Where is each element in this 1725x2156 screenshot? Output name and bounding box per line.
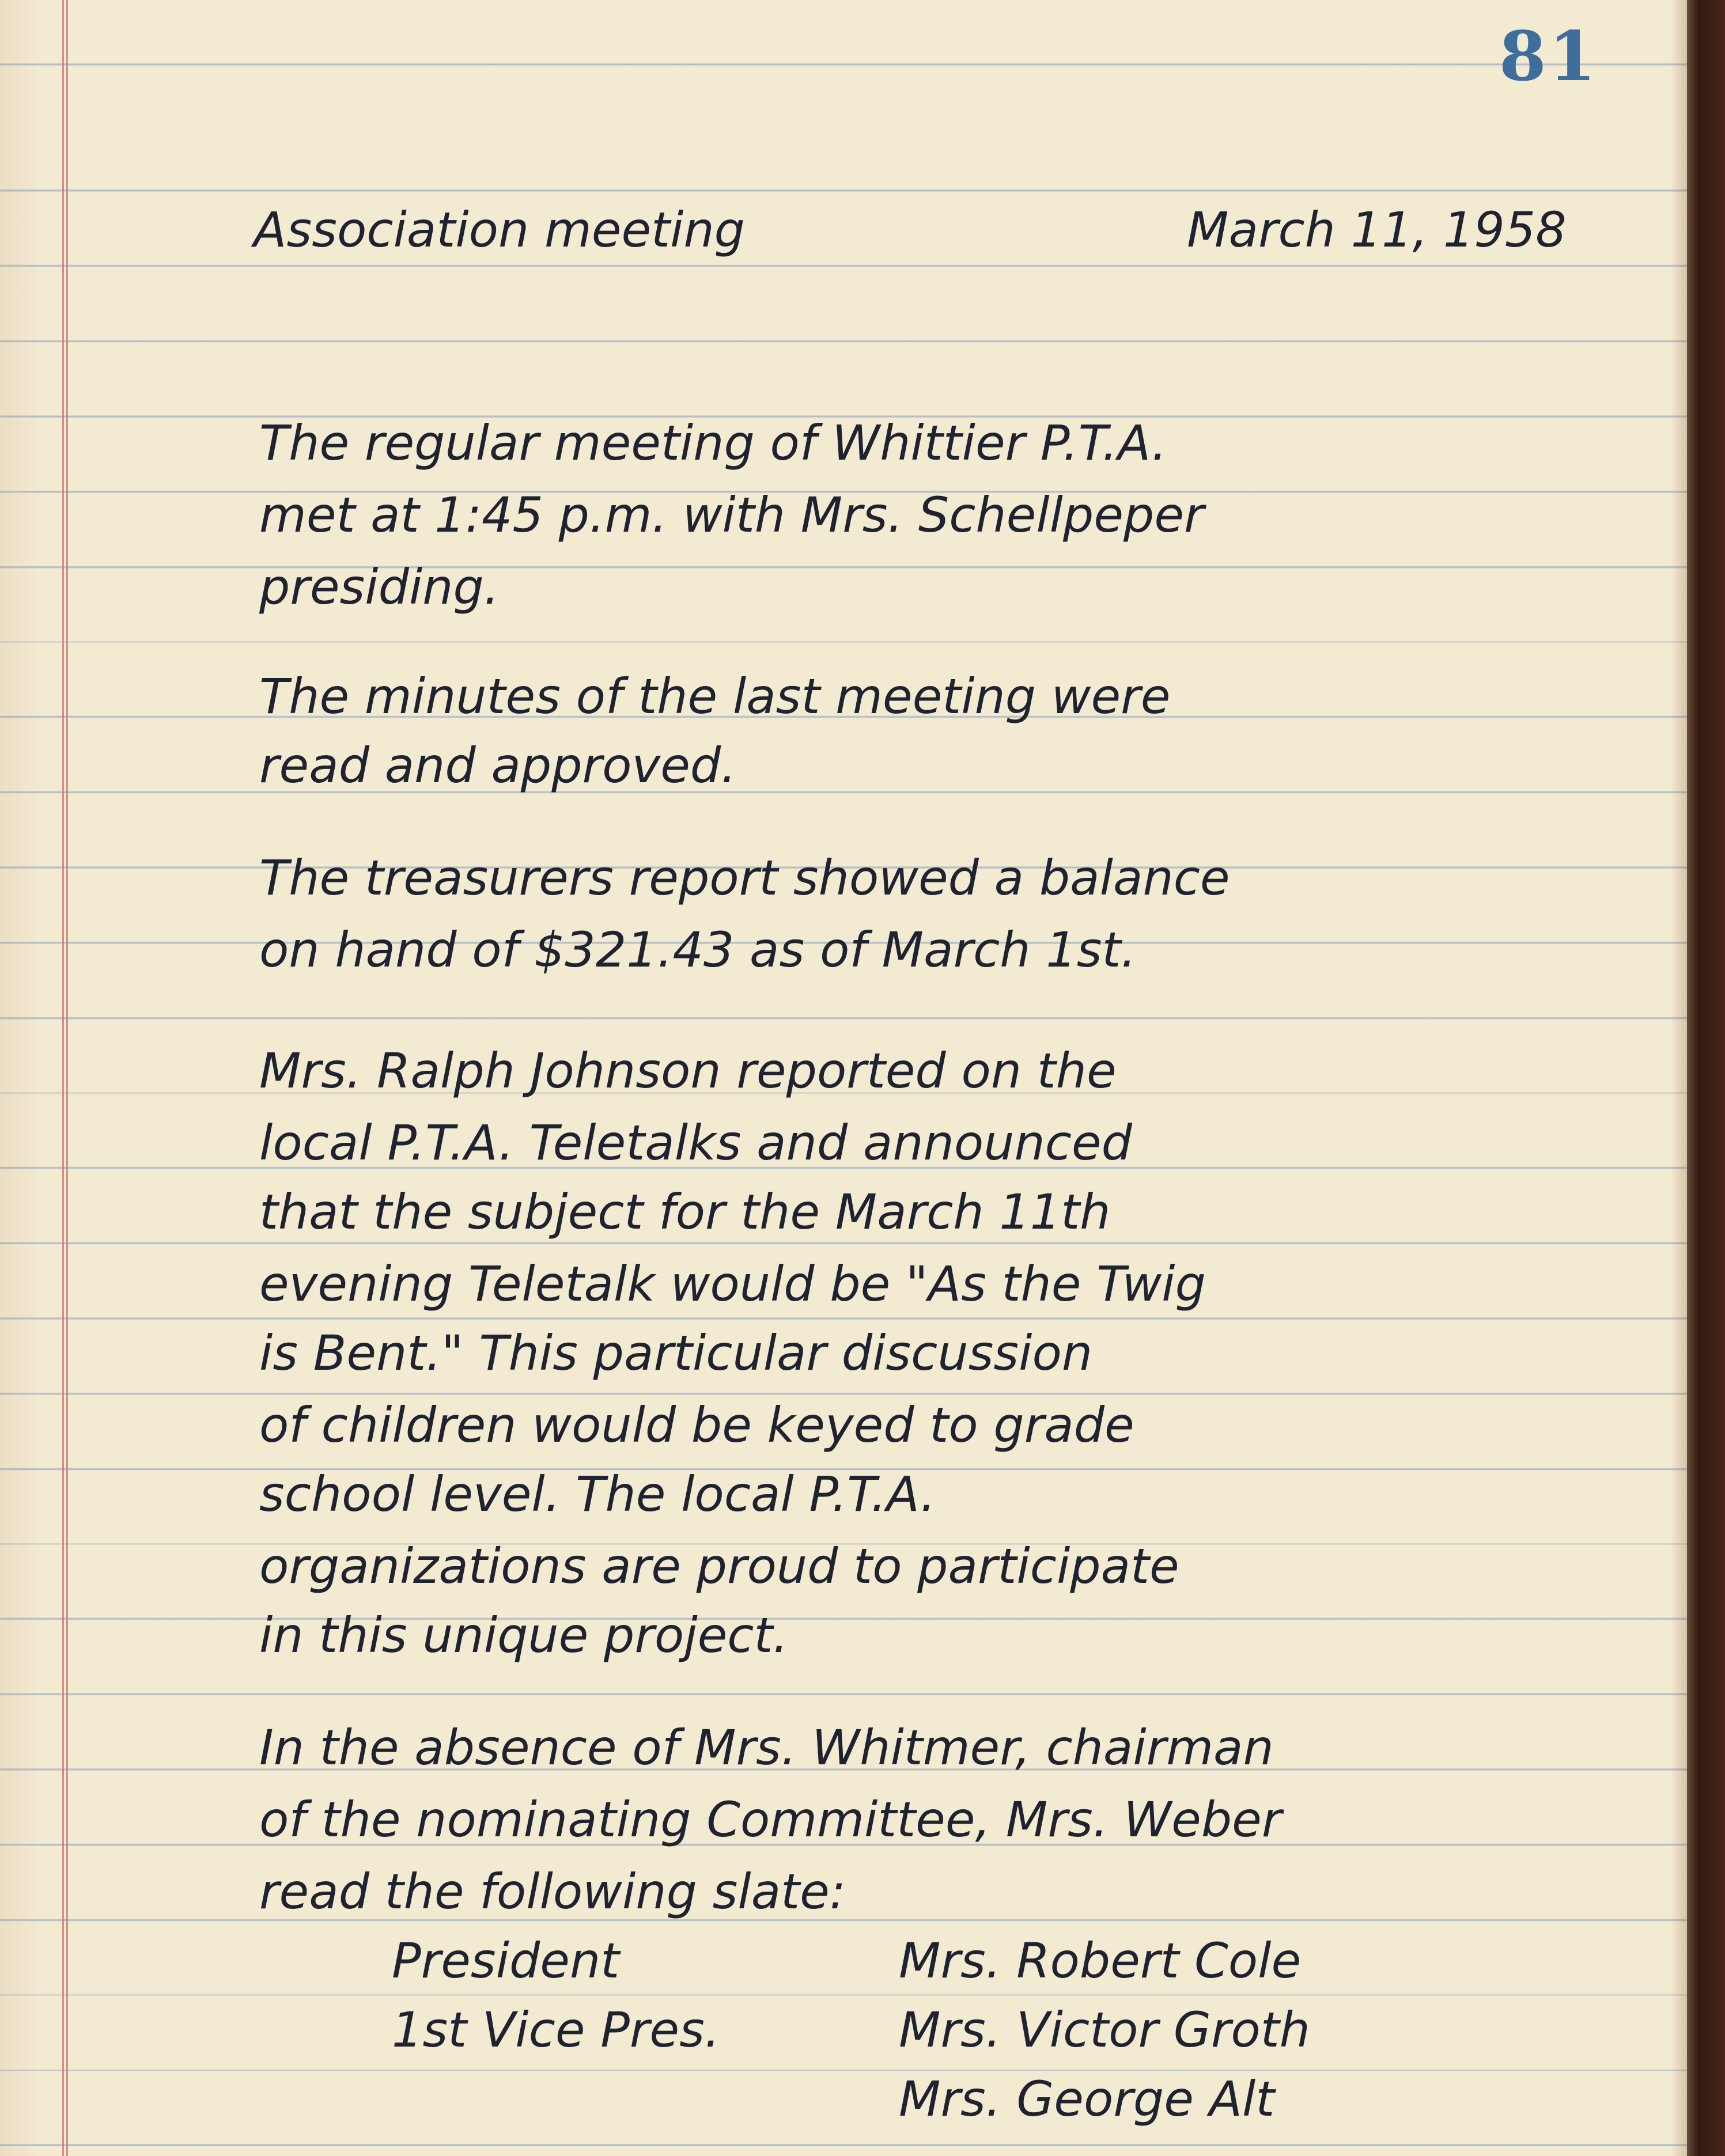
minutes-line: in this unique project. [259,1607,789,1664]
minutes-line: The regular meeting of Whittier P.T.A. [259,415,1167,471]
slate-nominee: Mrs. George Alt [899,2071,1275,2127]
minutes-line: The treasurers report showed a balance [259,850,1230,906]
minutes-line: met at 1:45 p.m. with Mrs. Schellpeper [259,487,1204,543]
slate-office: President [392,1933,620,1989]
slate-nominee: Mrs. Victor Groth [899,2002,1310,2058]
meeting-date: March 11, 1958 [1187,202,1567,258]
minutes-line: of children would be keyed to grade [259,1397,1134,1453]
book-binding-edge [1687,0,1725,2156]
minutes-line: on hand of $321.43 as of March 1st. [259,922,1137,978]
page-number: 81 [1499,16,1598,96]
minutes-line: Mrs. Ralph Johnson reported on the [259,1043,1117,1099]
page-fold-shadow [1671,0,1687,2156]
minutes-line: The minutes of the last meeting were [259,668,1171,725]
minutes-line: of the nominating Committee, Mrs. Weber [259,1791,1282,1848]
minutes-line: evening Teletalk would be "As the Twig [259,1256,1206,1312]
minutes-line: is Bent." This particular discussion [259,1325,1093,1381]
minutes-line: presiding. [259,559,500,615]
minutes-line: that the subject for the March 11th [259,1184,1111,1240]
minutes-line: read and approved. [259,737,736,794]
slate-office: 1st Vice Pres. [392,2002,720,2058]
minutes-line: local P.T.A. Teletalks and announced [259,1115,1132,1171]
slate-nominee: Mrs. Robert Cole [899,1933,1302,1989]
meeting-title: Association meeting [254,202,746,258]
minutes-line: school level. The local P.T.A. [259,1466,936,1522]
minutes-line: In the absence of Mrs. Whitmer, chairman [259,1719,1274,1776]
minutes-line: read the following slate: [259,1863,846,1920]
margin-line [62,0,68,2156]
minutes-line: organizations are proud to participate [259,1538,1179,1594]
